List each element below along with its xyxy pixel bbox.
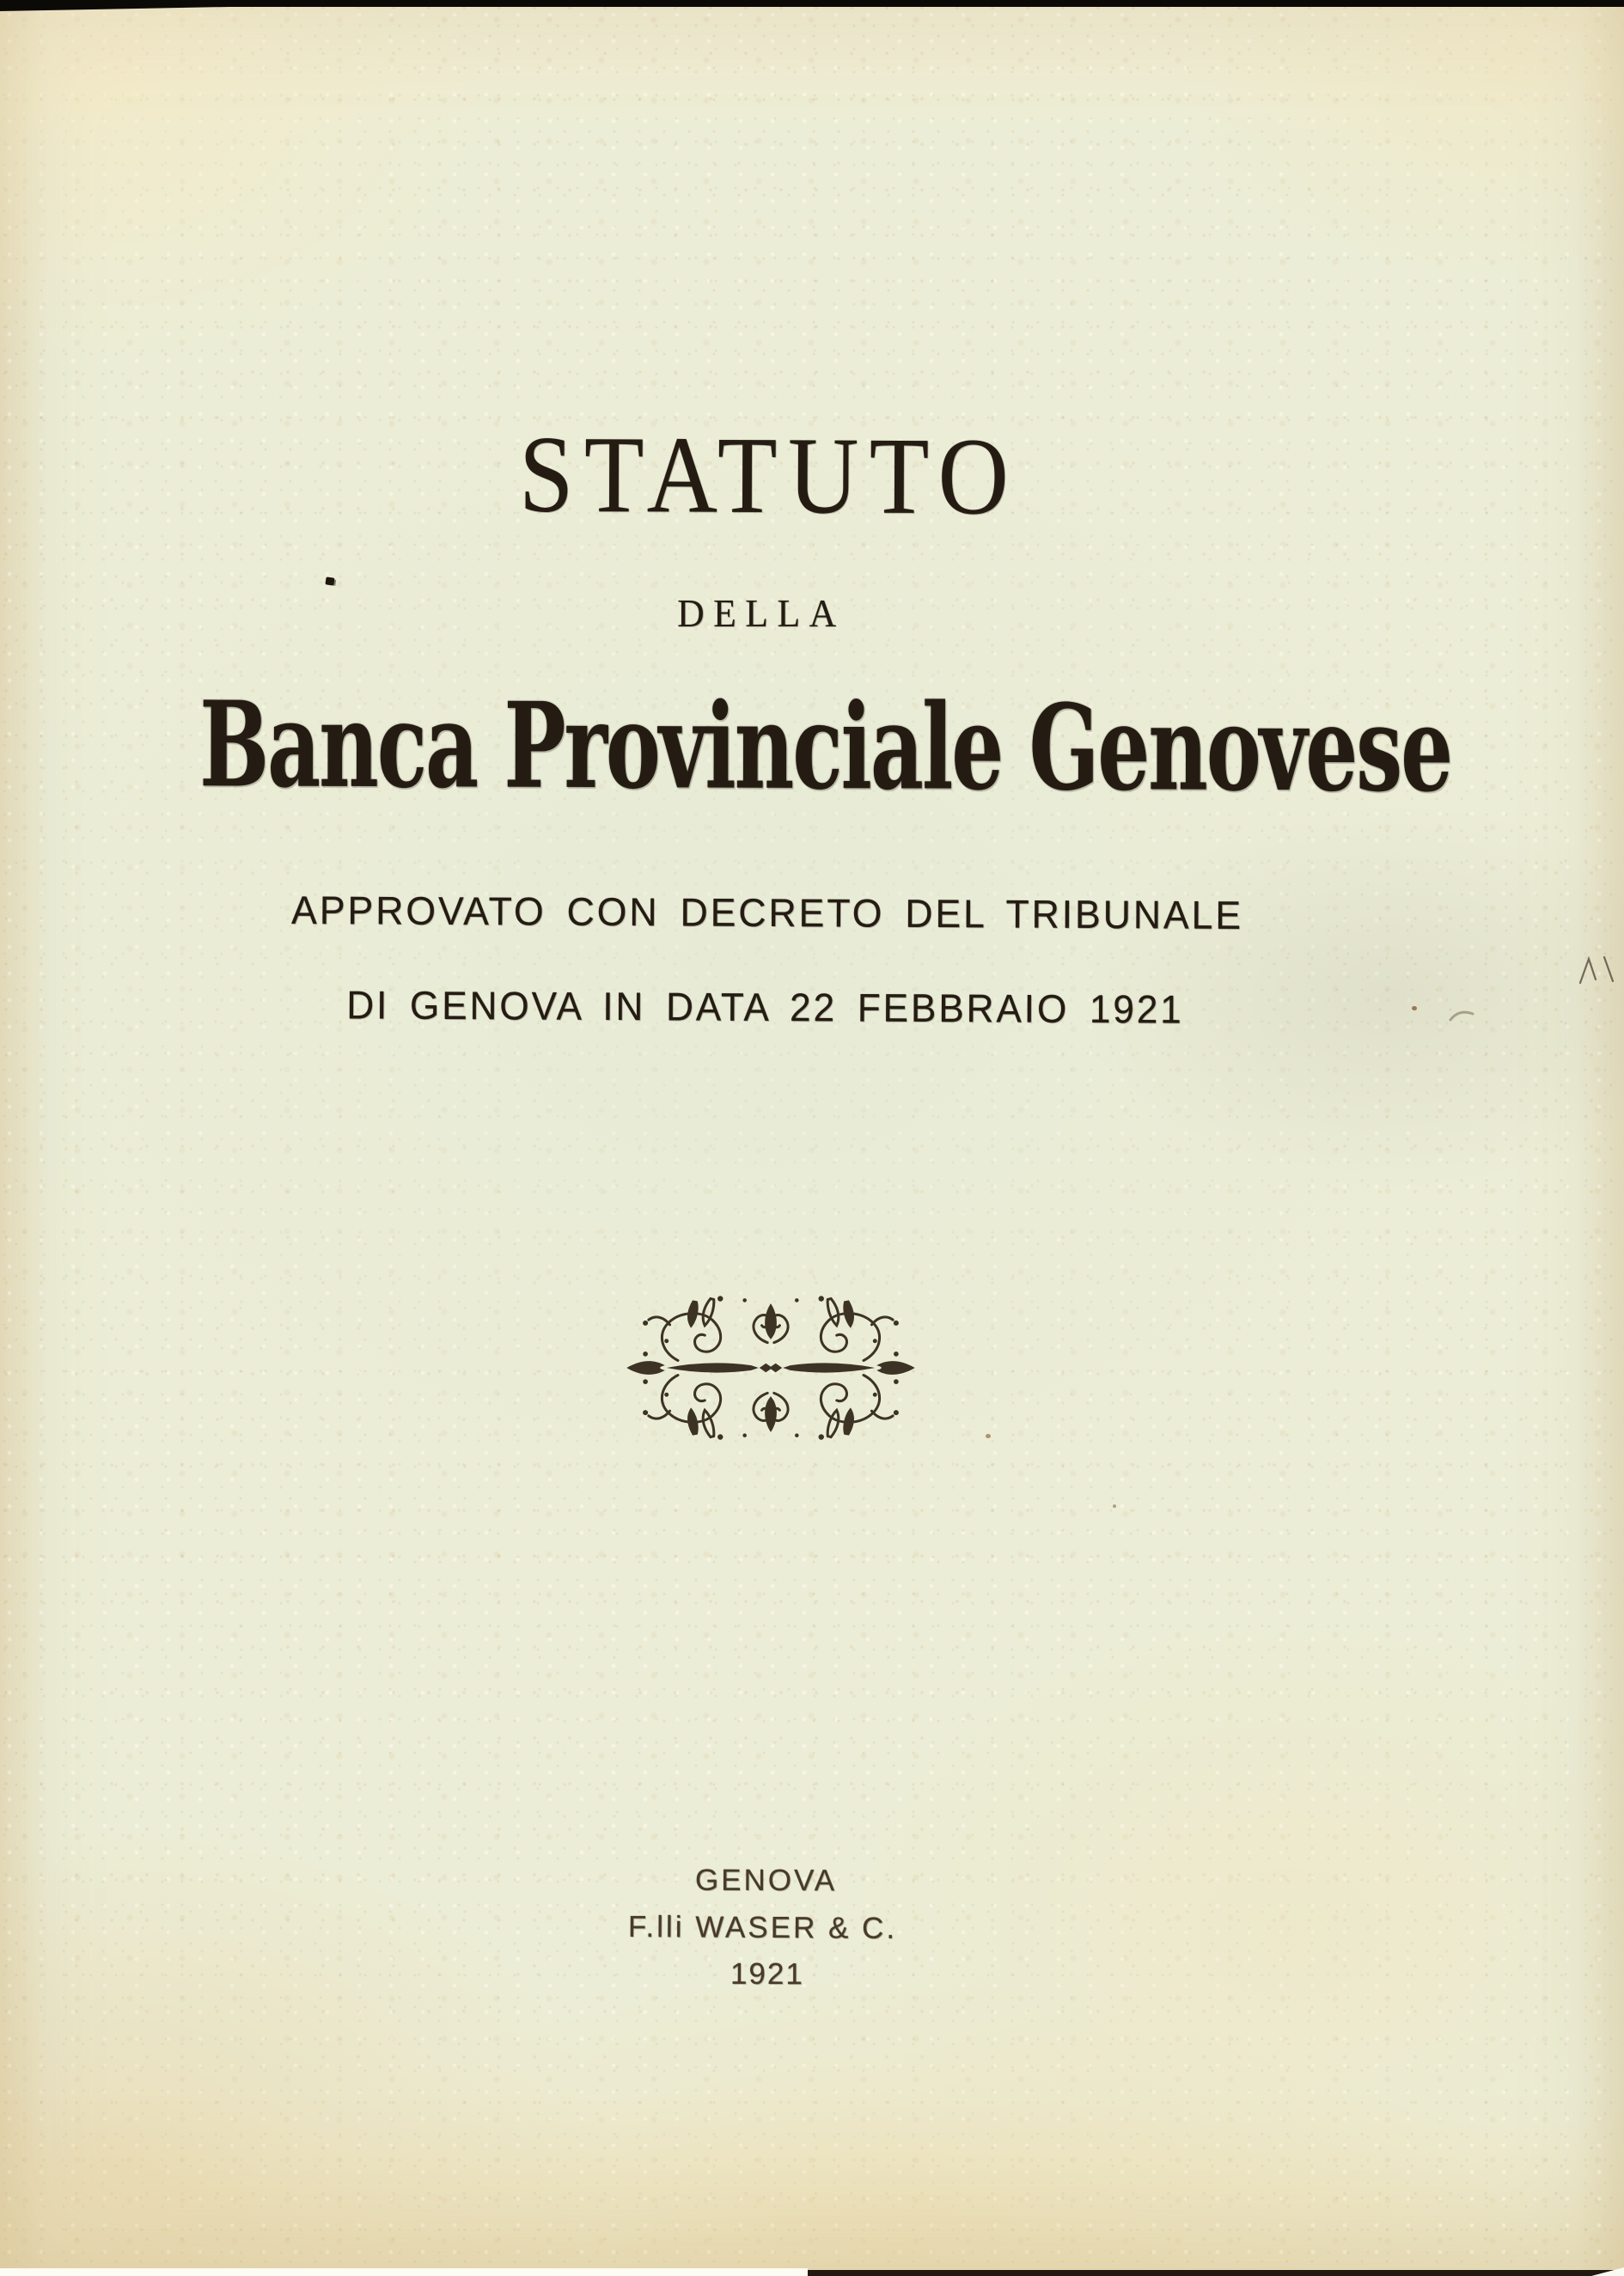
- imprint-city: [0, 1863, 1624, 1898]
- paper-speck: [1412, 1006, 1417, 1010]
- subtitle-prefix-text: DELLA: [677, 591, 846, 635]
- approval-line-2: [0, 982, 1624, 1032]
- imprint-publisher: [0, 1910, 1624, 1945]
- pen-mark: [1578, 954, 1617, 990]
- approval-line-2-text: DI GENOVA IN DATA 22 FEBBRAIO 1921: [345, 982, 1184, 1032]
- document-title: [0, 412, 1624, 538]
- paper-speck: [986, 1434, 991, 1438]
- scan-edge-bottom-dark: [808, 2270, 1624, 2276]
- fleuron-icon: [621, 1291, 920, 1445]
- organization-name-text: Banca Provinciale Genovese: [199, 675, 1452, 819]
- approval-line-1: [0, 888, 1624, 937]
- imprint-city-text: GENOVA: [695, 1863, 838, 1898]
- organization-name: [0, 675, 1624, 819]
- imprint-year-text: 1921: [730, 1956, 805, 1992]
- imprint-year: [0, 1956, 1624, 1992]
- paper-speck: [1113, 1504, 1116, 1508]
- imprint-publisher-text: F.lli WASER & C.: [628, 1910, 898, 1945]
- ink-speck: [325, 577, 334, 585]
- scan-edge-bottom-light: [0, 2268, 808, 2276]
- document-title-text: STATUTO: [518, 412, 1020, 538]
- subtitle-prefix: [0, 591, 1624, 635]
- approval-line-1-text: APPROVATO CON DECRETO DEL TRIBUNALE: [290, 888, 1244, 937]
- pen-dash-mark: [1449, 1007, 1476, 1026]
